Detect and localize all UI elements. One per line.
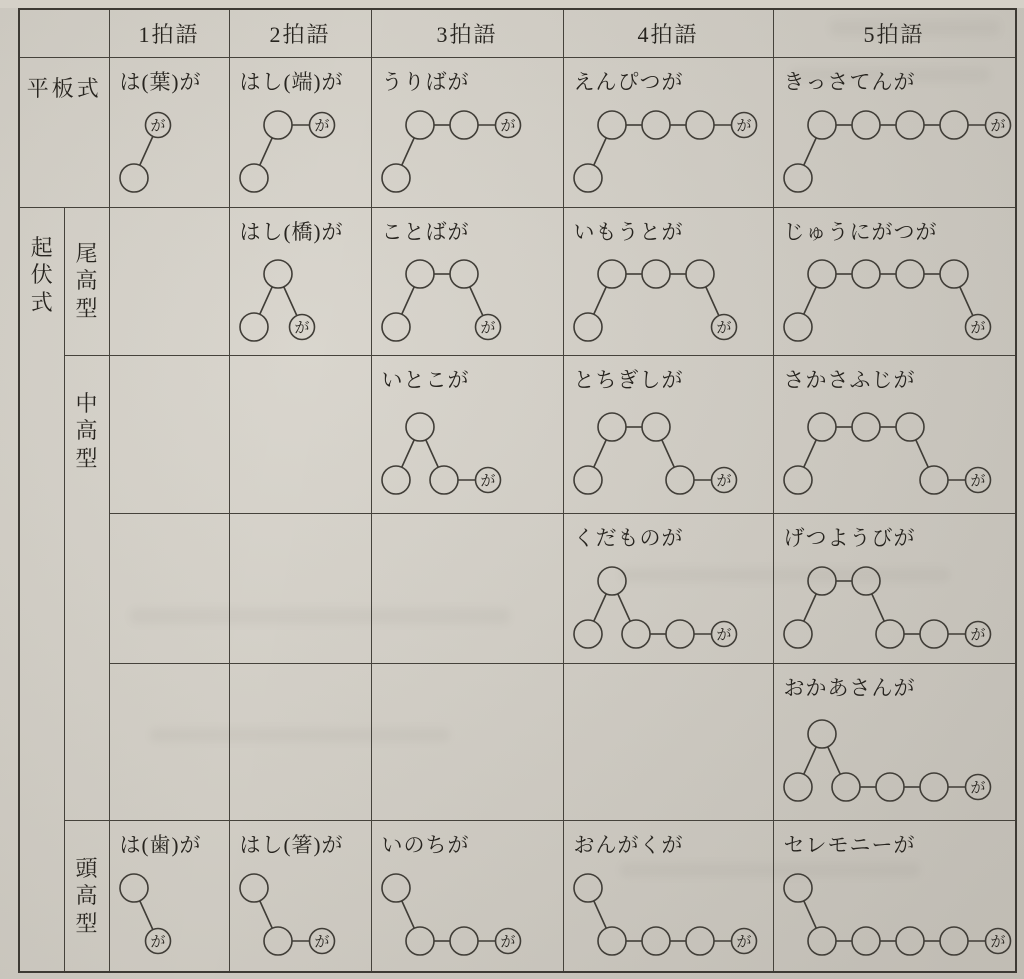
diagram-area — [564, 246, 773, 355]
mora-circle — [382, 164, 410, 192]
mora-circle — [940, 927, 968, 955]
diagram-area — [110, 859, 229, 972]
accent-type-label — [64, 207, 109, 355]
mora-circle — [382, 313, 410, 341]
mora-circle — [940, 260, 968, 288]
diagram-area — [774, 246, 1015, 355]
header-corner-cell — [19, 9, 109, 57]
mora-circle — [406, 413, 434, 441]
pitch-example-cell — [109, 820, 229, 972]
pitch-example-cell — [773, 820, 1016, 972]
pitch-example-cell — [563, 57, 773, 207]
pitch-diagram — [780, 253, 995, 348]
mora-circle — [876, 620, 904, 648]
example-word: セレモニーが — [783, 832, 916, 857]
particle-glyph: が — [499, 118, 516, 134]
diagram-area — [564, 859, 773, 972]
empty-cell — [371, 513, 563, 663]
pitch-example-cell — [109, 57, 229, 207]
empty-cell — [109, 513, 229, 663]
mora-circle — [784, 466, 812, 494]
pitch-diagram — [570, 253, 741, 348]
mora-circle — [808, 413, 836, 441]
mora-circle — [808, 567, 836, 595]
particle-glyph: が — [989, 118, 1006, 134]
pitch-example-cell — [773, 57, 1016, 207]
particle-glyph: が — [479, 320, 496, 336]
pitch-example-cell — [773, 663, 1016, 820]
mora-circle — [574, 466, 602, 494]
mora-circle — [852, 567, 880, 595]
accent-class-label-heiban: 平板式 — [19, 57, 109, 207]
mora-circle — [642, 413, 670, 441]
table-row — [19, 207, 1016, 355]
empty-cell — [229, 513, 371, 663]
mora-circle — [920, 773, 948, 801]
diagram-area — [564, 394, 773, 513]
particle-glyph: が — [313, 118, 330, 134]
accent-class-label-kifuku — [19, 207, 64, 972]
particle-glyph: が — [293, 320, 310, 336]
mora-circle — [784, 874, 812, 902]
pitch-example-cell — [773, 207, 1016, 355]
particle-glyph: が — [969, 473, 986, 489]
particle-glyph: が — [735, 118, 752, 134]
pitch-example-cell — [563, 513, 773, 663]
table-row — [19, 513, 1016, 663]
mora-circle — [450, 111, 478, 139]
pitch-diagram — [236, 104, 339, 199]
mora-circle — [240, 874, 268, 902]
example-word: じゅうにがつが — [783, 219, 938, 244]
pitch-diagram — [116, 867, 175, 962]
example-word: げつようびが — [783, 525, 916, 550]
example-word: さかさふじが — [783, 367, 916, 392]
table-row — [19, 355, 1016, 513]
mora-circle — [598, 567, 626, 595]
particle-glyph: が — [149, 118, 166, 134]
mora-circle — [382, 874, 410, 902]
mora-circle — [784, 773, 812, 801]
mora-circle — [574, 313, 602, 341]
mora-circle — [382, 466, 410, 494]
mora-circle — [598, 260, 626, 288]
particle-glyph: が — [969, 627, 986, 643]
particle-glyph: が — [149, 934, 166, 951]
mora-circle — [406, 111, 434, 139]
example-word: はし(端)が — [239, 69, 344, 94]
pitch-example-cell — [371, 820, 563, 972]
accent-type-label — [64, 355, 109, 820]
mora-circle — [264, 927, 292, 955]
vertical-label-text: 起 伏 式 — [30, 234, 53, 315]
diagram-area — [774, 702, 1015, 820]
mora-circle — [264, 260, 292, 288]
mora-circle — [406, 927, 434, 955]
book-page — [0, 8, 1024, 979]
mora-circle — [808, 260, 836, 288]
diagram-area — [230, 246, 371, 355]
example-word: いとこが — [381, 367, 470, 392]
table-row — [19, 57, 1016, 207]
pitch-example-cell — [371, 207, 563, 355]
pitch-diagram — [780, 713, 995, 808]
mora-circle — [264, 111, 292, 139]
pitch-example-cell — [563, 207, 773, 355]
particle-glyph: が — [479, 473, 496, 489]
pitch-diagram — [378, 867, 525, 962]
example-word: きっさてんが — [783, 69, 916, 94]
diagram-area — [774, 859, 1015, 972]
example-word: はし(箸)が — [239, 832, 344, 857]
mora-circle — [598, 413, 626, 441]
column-header-3mora: 3拍語 — [371, 9, 563, 57]
mora-circle — [666, 620, 694, 648]
pitch-diagram — [780, 560, 995, 655]
diagram-area — [230, 96, 371, 207]
example-word: とちぎしが — [573, 367, 684, 392]
example-word: は(葉)が — [119, 69, 202, 94]
mora-circle — [808, 927, 836, 955]
mora-circle — [642, 927, 670, 955]
example-word: はし(橋)が — [239, 219, 344, 244]
diagram-area — [564, 552, 773, 663]
pitch-example-cell — [563, 820, 773, 972]
empty-cell — [229, 355, 371, 513]
empty-cell — [371, 663, 563, 820]
mora-circle — [808, 720, 836, 748]
mora-circle — [784, 620, 812, 648]
column-header-4mora: 4拍語 — [563, 9, 773, 57]
example-word: うりばが — [381, 69, 470, 94]
table-body — [19, 57, 1016, 972]
pitch-diagram — [570, 560, 741, 655]
particle-glyph: が — [715, 627, 732, 643]
example-word: いもうとが — [573, 219, 684, 244]
mora-circle — [832, 773, 860, 801]
empty-cell — [563, 663, 773, 820]
diagram-area — [774, 96, 1015, 207]
mora-circle — [784, 164, 812, 192]
mora-circle — [430, 466, 458, 494]
mora-circle — [598, 927, 626, 955]
pitch-example-cell — [773, 355, 1016, 513]
pitch-diagram — [570, 406, 741, 501]
mora-circle — [686, 260, 714, 288]
diagram-area — [372, 394, 563, 513]
empty-cell — [109, 355, 229, 513]
particle-glyph: が — [735, 934, 752, 951]
table-row — [19, 663, 1016, 820]
mora-circle — [852, 927, 880, 955]
pitch-diagram — [236, 867, 339, 962]
example-word: は(歯)が — [119, 832, 202, 857]
mora-circle — [642, 111, 670, 139]
mora-circle — [240, 313, 268, 341]
pitch-example-cell — [229, 207, 371, 355]
pitch-example-cell — [371, 57, 563, 207]
pitch-example-cell — [773, 513, 1016, 663]
column-header-2mora: 2拍語 — [229, 9, 371, 57]
vertical-label-text: 中 高 型 — [75, 390, 98, 471]
mora-circle — [120, 874, 148, 902]
mora-circle — [920, 466, 948, 494]
mora-circle — [896, 927, 924, 955]
mora-circle — [686, 111, 714, 139]
pitch-diagram — [378, 253, 505, 348]
mora-circle — [574, 874, 602, 902]
diagram-area — [230, 859, 371, 972]
column-header-5mora: 5拍語 — [773, 9, 1016, 57]
example-word: いのちが — [381, 832, 470, 857]
mora-circle — [666, 466, 694, 494]
mora-circle — [940, 111, 968, 139]
particle-glyph: が — [499, 934, 516, 951]
vertical-label-text: 頭 高 型 — [75, 855, 98, 936]
column-header-1mora: 1拍語 — [109, 9, 229, 57]
particle-glyph: が — [969, 780, 986, 797]
pitch-diagram — [780, 406, 995, 501]
pitch-diagram — [570, 104, 761, 199]
pitch-diagram — [116, 104, 175, 199]
table-header — [19, 9, 1016, 57]
example-word: ことばが — [381, 219, 470, 244]
mora-circle — [622, 620, 650, 648]
example-word: おんがくが — [573, 832, 684, 857]
header-row — [19, 9, 1016, 57]
example-word: おかあさんが — [783, 675, 916, 700]
mora-circle — [896, 260, 924, 288]
mora-circle — [852, 413, 880, 441]
mora-circle — [450, 260, 478, 288]
mora-circle — [574, 164, 602, 192]
particle-glyph: が — [989, 934, 1006, 951]
diagram-area — [372, 859, 563, 972]
mora-circle — [574, 620, 602, 648]
mora-circle — [852, 111, 880, 139]
vertical-label-text: 尾 高 型 — [75, 240, 98, 321]
diagram-area — [372, 246, 563, 355]
pitch-example-cell — [229, 57, 371, 207]
empty-cell — [109, 207, 229, 355]
mora-circle — [920, 620, 948, 648]
mora-circle — [642, 260, 670, 288]
pitch-diagram — [780, 867, 1015, 962]
diagram-area — [372, 96, 563, 207]
diagram-area — [774, 552, 1015, 663]
empty-cell — [109, 663, 229, 820]
mora-circle — [852, 260, 880, 288]
pitch-example-cell — [563, 355, 773, 513]
example-word: えんぴつが — [573, 69, 684, 94]
mora-circle — [598, 111, 626, 139]
empty-cell — [229, 663, 371, 820]
diagram-area — [564, 96, 773, 207]
pitch-example-cell — [371, 355, 563, 513]
mora-circle — [406, 260, 434, 288]
mora-circle — [240, 164, 268, 192]
example-word: くだものが — [573, 525, 684, 550]
pitch-accent-table — [18, 8, 1017, 973]
particle-glyph: が — [715, 320, 732, 336]
particle-glyph: が — [969, 320, 986, 336]
pitch-diagram — [780, 104, 1015, 199]
mora-circle — [686, 927, 714, 955]
pitch-example-cell — [229, 820, 371, 972]
pitch-diagram — [378, 406, 505, 501]
mora-circle — [450, 927, 478, 955]
mora-circle — [120, 164, 148, 192]
accent-type-label — [64, 820, 109, 972]
mora-circle — [896, 111, 924, 139]
mora-circle — [876, 773, 904, 801]
pitch-diagram — [570, 867, 761, 962]
diagram-area — [110, 96, 229, 207]
particle-glyph: が — [715, 473, 732, 489]
mora-circle — [896, 413, 924, 441]
pitch-diagram — [236, 253, 319, 348]
mora-circle — [784, 313, 812, 341]
particle-glyph: が — [313, 934, 330, 951]
diagram-area — [774, 394, 1015, 513]
mora-circle — [808, 111, 836, 139]
table-row — [19, 820, 1016, 972]
pitch-diagram — [378, 104, 525, 199]
